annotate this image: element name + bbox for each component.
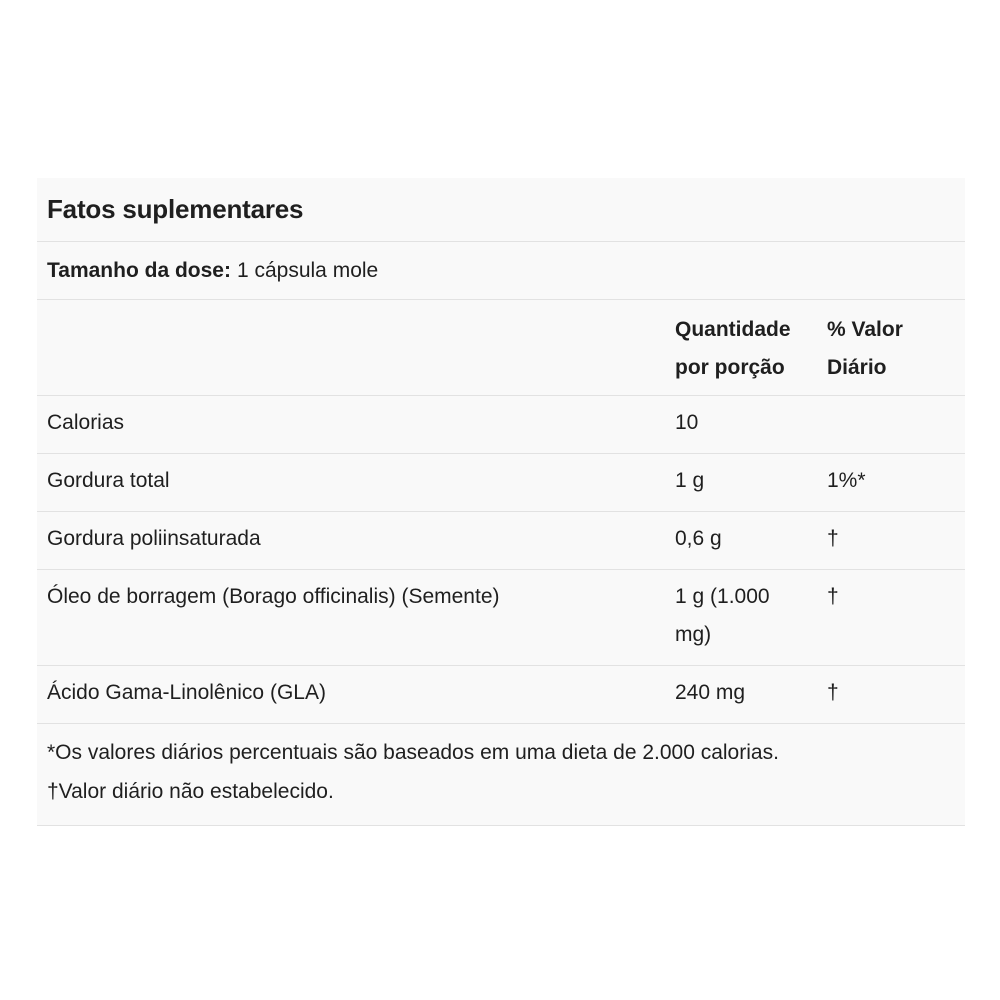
footnotes [37, 724, 965, 826]
nutrient-amount-line1: 1 g (1.000 [675, 585, 770, 608]
header-amount [675, 311, 827, 395]
nutrient-daily-value: 1%* [827, 469, 866, 492]
nutrient-daily-value [827, 404, 965, 442]
nutrient-name: Calorias [47, 411, 125, 434]
nutrient-name: Óleo de borragem (Borago officinalis) (Semente) [47, 585, 500, 608]
nutrient-daily-value: † [827, 585, 839, 608]
header-amount-line1: Quantidade [675, 318, 791, 341]
table-row [37, 454, 965, 512]
table-header-row [37, 300, 965, 396]
nutrient-name: Gordura total [47, 469, 170, 492]
supplement-facts-panel [37, 178, 965, 826]
table-row [37, 666, 965, 724]
header-dv-line1: % Valor [827, 318, 903, 341]
header-dv-line2: Diário [827, 356, 887, 379]
title-row [37, 178, 965, 242]
footnote-not-established: †Valor diário não estabelecido. [47, 780, 334, 803]
nutrient-name: Ácido Gama-Linolênico (GLA) [47, 681, 326, 704]
serving-size-row [37, 242, 965, 300]
footnote-daily-values: *Os valores diários percentuais são baseados em uma dieta de 2.000 calorias. [47, 741, 779, 764]
serving-size-label: Tamanho da dose: [47, 258, 231, 282]
serving-size-value: 1 cápsula mole [236, 258, 379, 282]
nutrient-name: Gordura poliinsaturada [47, 527, 261, 550]
table-row [37, 396, 965, 454]
nutrient-amount [675, 578, 827, 654]
nutrient-amount: 10 [675, 411, 699, 434]
header-amount-line2: por porção [675, 356, 785, 379]
table-row [37, 512, 965, 570]
nutrient-daily-value: † [827, 681, 839, 704]
table-row [37, 570, 965, 666]
panel-title: Fatos suplementares [47, 194, 304, 224]
nutrient-daily-value: † [827, 527, 839, 550]
nutrient-amount-line2: mg) [675, 623, 712, 646]
nutrient-amount: 1 g [675, 469, 705, 492]
nutrient-amount: 240 mg [675, 681, 746, 704]
nutrient-amount: 0,6 g [675, 527, 722, 550]
header-name-cell [37, 311, 675, 395]
header-daily-value [827, 311, 965, 395]
